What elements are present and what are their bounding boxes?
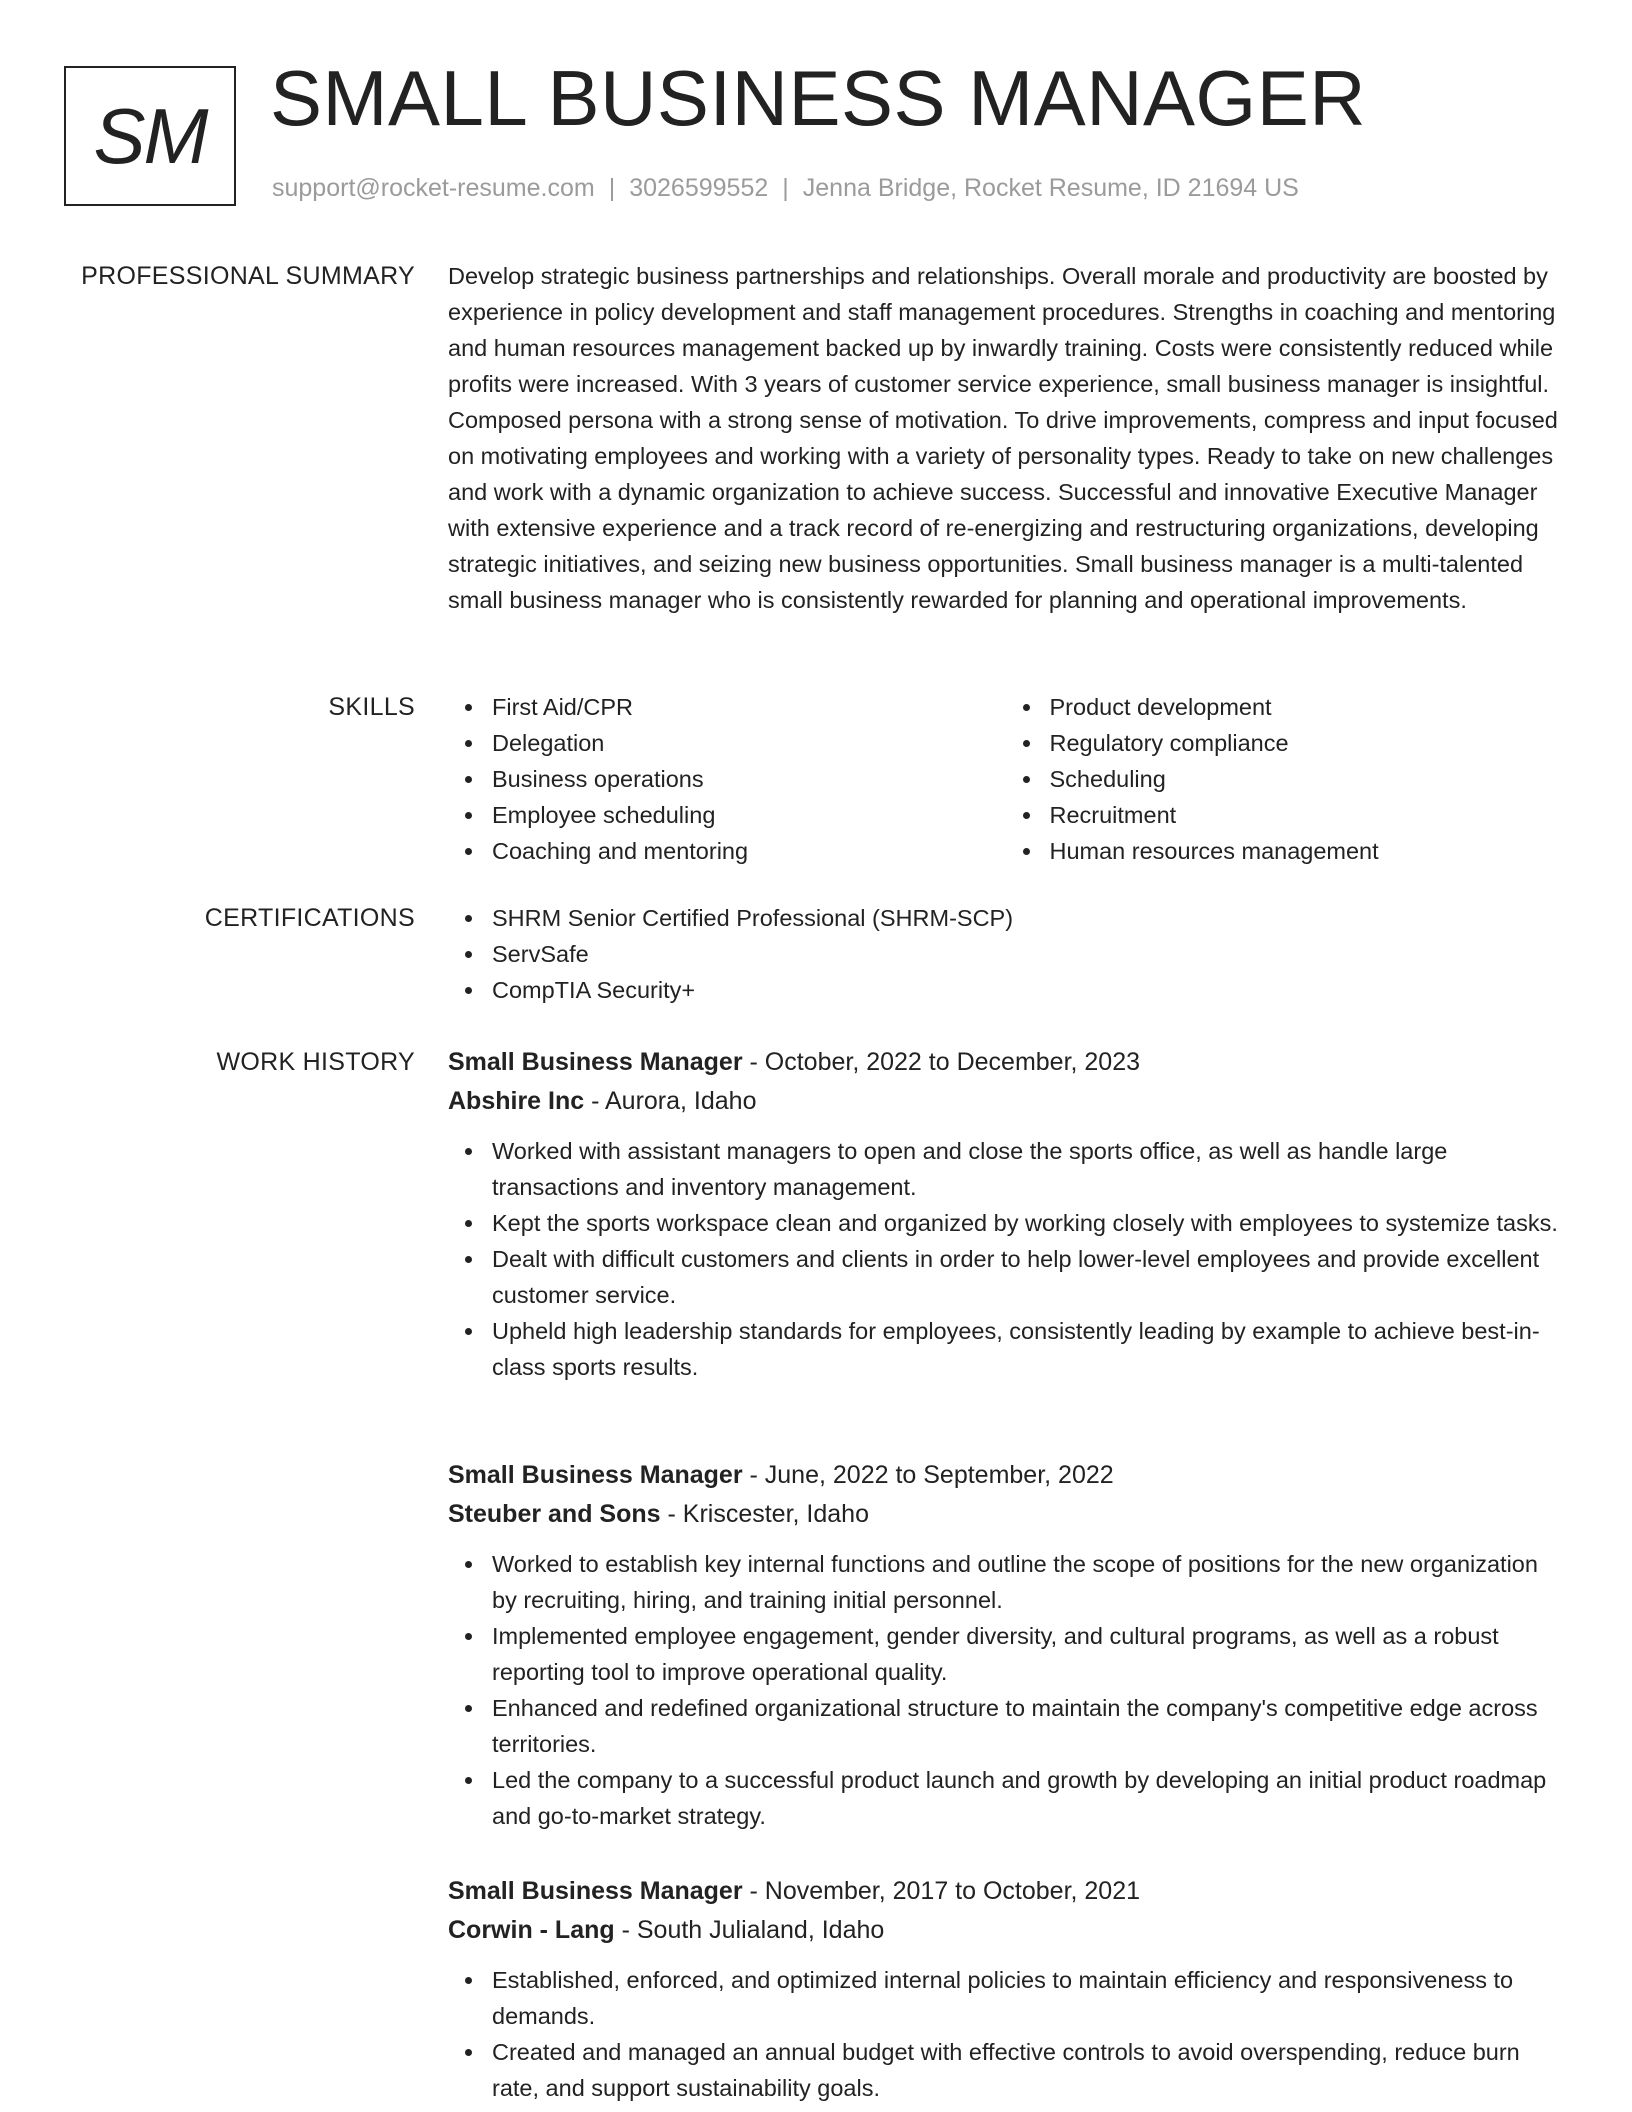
job-location: - Kriscester, Idaho bbox=[660, 1500, 869, 1528]
skill-item: Product development bbox=[1050, 689, 1564, 725]
job-location: - Aurora, Idaho bbox=[584, 1087, 757, 1115]
job-bullets bbox=[448, 1546, 1563, 1834]
job-title-line bbox=[448, 1456, 1563, 1494]
job-title: Small Business Manager bbox=[448, 1877, 743, 1905]
skill-item: Human resources management bbox=[1050, 833, 1564, 869]
summary-heading: PROFESSIONAL SUMMARY bbox=[81, 262, 415, 290]
job-company: Abshire Inc bbox=[448, 1087, 585, 1115]
job-entry bbox=[448, 1456, 1563, 1834]
skills-heading: SKILLS bbox=[328, 693, 415, 721]
summary-body bbox=[448, 258, 1563, 618]
job-bullets bbox=[448, 1133, 1563, 1385]
job-bullet: Worked with assistant managers to open and close the sports office, as well as handle large transactions and inventory management. bbox=[492, 1133, 1563, 1205]
skill-item: First Aid/CPR bbox=[492, 689, 1006, 725]
job-entry bbox=[448, 1043, 1563, 1385]
contact-separator: | bbox=[782, 174, 789, 202]
certification-item: CompTIA Security+ bbox=[492, 972, 1563, 1008]
contact-email: support@rocket-resume.com bbox=[272, 174, 595, 202]
job-dates: - November, 2017 to October, 2021 bbox=[742, 1877, 1141, 1905]
contact-address: Jenna Bridge, Rocket Resume, ID 21694 US bbox=[802, 174, 1299, 202]
monogram-logo: SM bbox=[64, 66, 236, 206]
job-title-line bbox=[448, 1043, 1563, 1081]
skills-body bbox=[448, 689, 1563, 869]
job-bullet: Enhanced and redefined organizational structure to maintain the company's competitive edge across territories. bbox=[492, 1690, 1563, 1762]
resume-name: SMALL BUSINESS MANAGER bbox=[270, 54, 1367, 142]
job-title: Small Business Manager bbox=[448, 1048, 743, 1076]
job-bullet: Worked to establish key internal functions and outline the scope of positions for the new organization by recruiting, hiring, and training initial personnel. bbox=[492, 1546, 1563, 1618]
certifications-list bbox=[448, 900, 1563, 1008]
skill-item: Employee scheduling bbox=[492, 797, 1006, 833]
job-bullets bbox=[448, 1962, 1563, 2106]
skill-item: Delegation bbox=[492, 725, 1006, 761]
skill-item: Recruitment bbox=[1050, 797, 1564, 833]
job-location: - South Julialand, Idaho bbox=[614, 1916, 885, 1944]
job-dates: - June, 2022 to September, 2022 bbox=[742, 1461, 1114, 1489]
certifications-heading: CERTIFICATIONS bbox=[204, 904, 415, 932]
skill-item: Scheduling bbox=[1050, 761, 1564, 797]
job-company: Steuber and Sons bbox=[448, 1500, 661, 1528]
certification-item: SHRM Senior Certified Professional (SHRM-SCP) bbox=[492, 900, 1563, 936]
skill-item: Regulatory compliance bbox=[1050, 725, 1564, 761]
job-company-line bbox=[448, 1494, 1563, 1534]
job-bullet: Led the company to a successful product launch and growth by developing an initial product roadmap and go-to-market strategy. bbox=[492, 1762, 1563, 1834]
summary-text: Develop strategic business partnerships and relationships. Overall morale and productivity are boosted by experience in policy development and staff management procedures. Strengths in coaching and mentoring and human resources management backed up by inwardly training. Costs were consistently reduced while profits were increased. With 3 years of customer service experience, small business manager is insightful. Composed persona with a strong sense of motivation. To drive improvements, compress and input focused on motivating employees and working with a variety of personality types. Ready to take on new challenges and work with a dynamic organization to achieve success. Successful and innovative Executive Manager with extensive experience and a track record of re-energizing and restructuring organizations, developing strategic initiatives, and seizing new business opportunities. Small business manager is a multi-talented small business manager who is consistently rewarded for planning and operational improvements. bbox=[448, 263, 1558, 613]
job-title: Small Business Manager bbox=[448, 1461, 743, 1489]
job-dates: - October, 2022 to December, 2023 bbox=[742, 1048, 1141, 1076]
job-bullet: Established, enforced, and optimized internal policies to maintain efficiency and responsiveness to demands. bbox=[492, 1962, 1563, 2034]
contact-separator: | bbox=[608, 174, 616, 202]
job-bullet: Kept the sports workspace clean and organized by working closely with employees to systemize tasks. bbox=[492, 1205, 1563, 1241]
skill-item: Coaching and mentoring bbox=[492, 833, 1006, 869]
job-bullet: Upheld high leadership standards for employees, consistently leading by example to achieve best-in-class sports results. bbox=[492, 1313, 1563, 1385]
job-title-line bbox=[448, 1872, 1563, 1910]
job-bullet: Created and managed an annual budget with effective controls to avoid overspending, reduce burn rate, and support sustainability goals. bbox=[492, 2034, 1563, 2106]
skill-item: Business operations bbox=[492, 761, 1006, 797]
job-bullet: Dealt with difficult customers and clients in order to help lower-level employees and provide excellent customer service. bbox=[492, 1241, 1563, 1313]
job-entry bbox=[448, 1872, 1563, 2106]
contact-phone: 3026599552 bbox=[629, 174, 769, 202]
contact-line bbox=[272, 174, 1299, 203]
skills-list-left bbox=[448, 689, 1006, 869]
certification-item: ServSafe bbox=[492, 936, 1563, 972]
job-company: Corwin - Lang bbox=[448, 1916, 615, 1944]
job-company-line bbox=[448, 1081, 1563, 1121]
work-history-heading: WORK HISTORY bbox=[216, 1048, 415, 1076]
job-bullet: Implemented employee engagement, gender diversity, and cultural programs, as well as a robust reporting tool to improve operational quality. bbox=[492, 1618, 1563, 1690]
skills-list-right bbox=[1006, 689, 1564, 869]
job-company-line bbox=[448, 1910, 1563, 1950]
certifications-body bbox=[448, 900, 1563, 1008]
